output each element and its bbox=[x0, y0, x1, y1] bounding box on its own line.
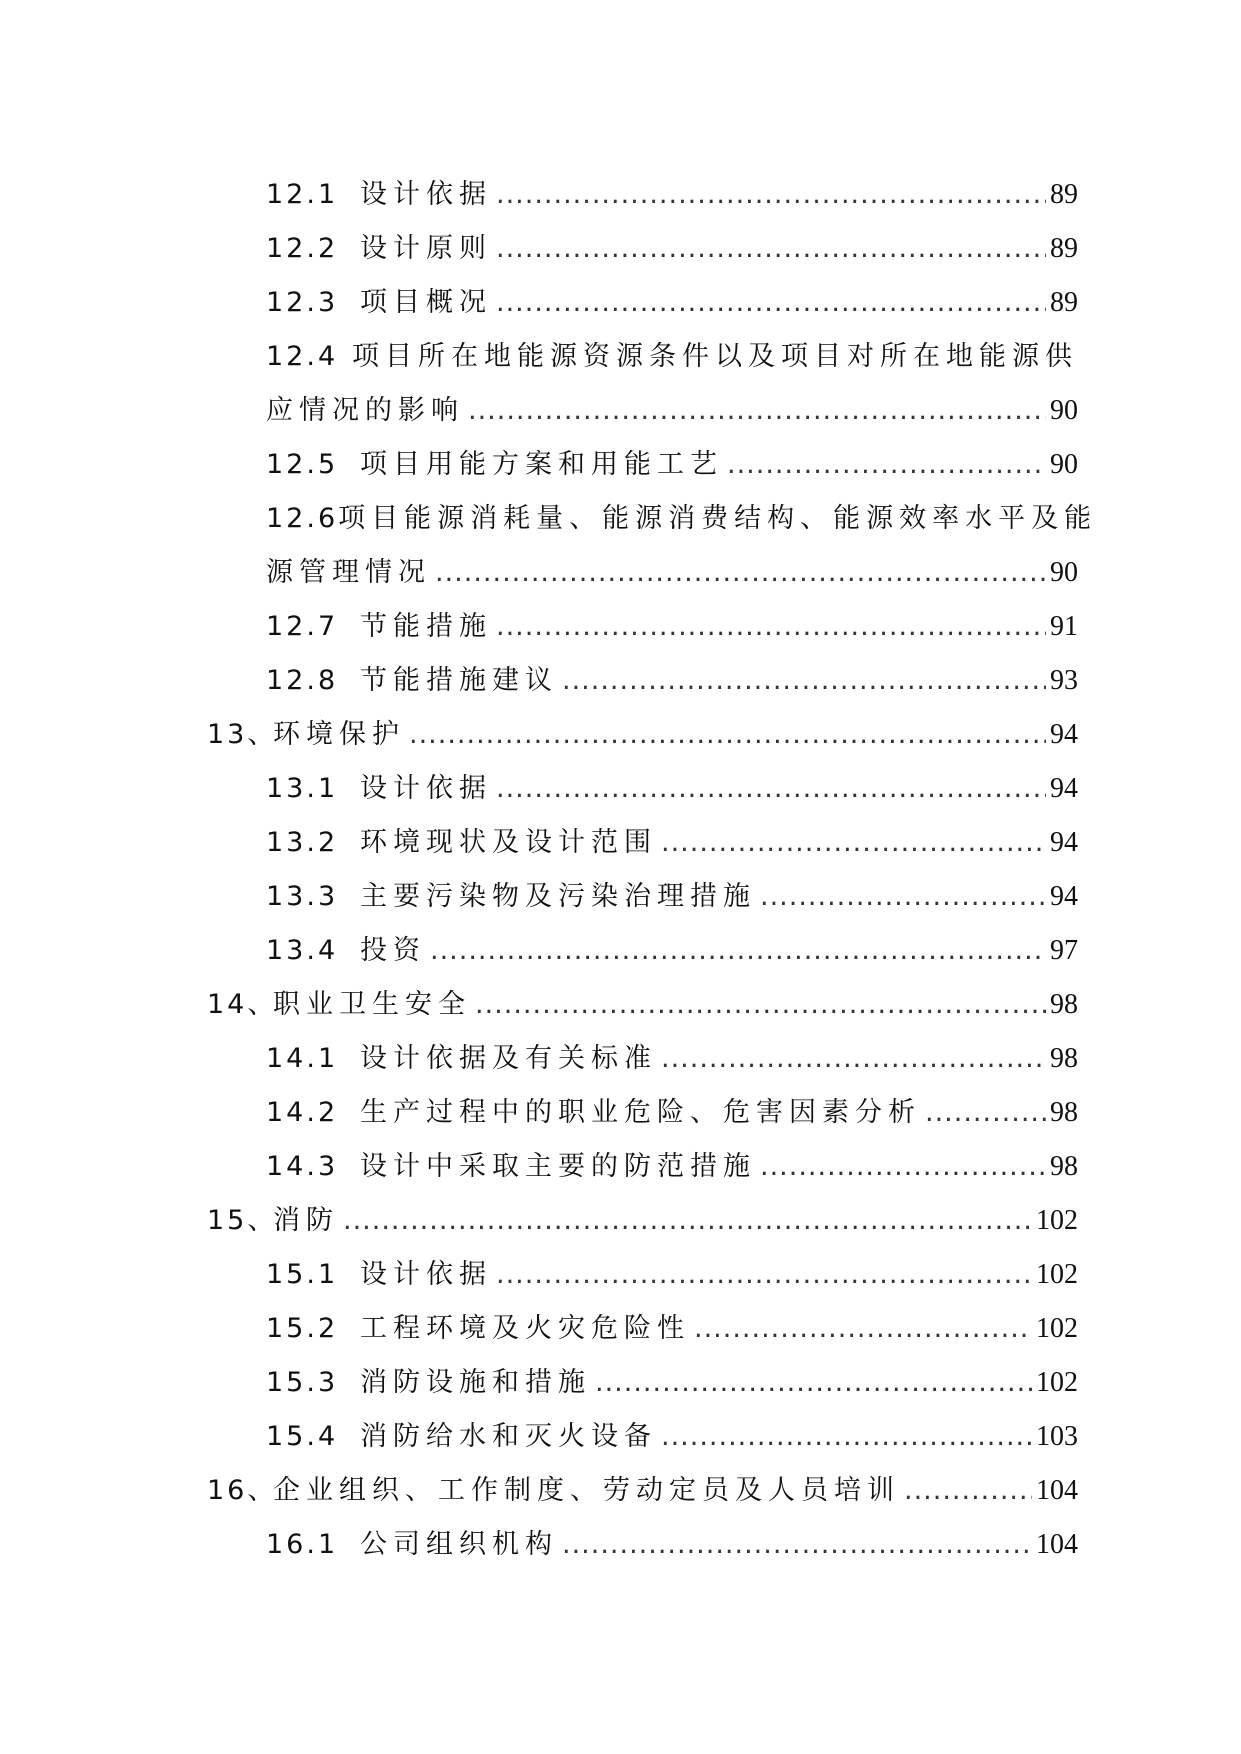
toc-title: 应情况的影响 bbox=[266, 395, 464, 426]
toc-leader bbox=[496, 222, 1046, 276]
toc-title: 消防 bbox=[273, 1205, 339, 1236]
toc-page-number: 102 bbox=[1036, 1259, 1078, 1290]
toc-number: 16、 bbox=[207, 1475, 278, 1506]
toc-leader bbox=[562, 654, 1046, 708]
toc-leader bbox=[468, 384, 1046, 438]
toc-leader bbox=[496, 1248, 1032, 1302]
toc-number: 13.3 bbox=[266, 881, 339, 912]
toc-page-number: 98 bbox=[1050, 989, 1078, 1020]
toc-leader bbox=[409, 708, 1046, 762]
toc-number: 13.2 bbox=[266, 827, 339, 858]
toc-entry[interactable] bbox=[0, 870, 1241, 924]
toc-entry[interactable] bbox=[0, 222, 1241, 276]
toc-page-number: 104 bbox=[1036, 1529, 1078, 1560]
toc-entry[interactable] bbox=[0, 1032, 1241, 1086]
toc-title: 节能措施 bbox=[360, 611, 492, 642]
toc-leader bbox=[694, 1302, 1032, 1356]
toc-leader bbox=[496, 762, 1046, 816]
toc-leader bbox=[496, 276, 1046, 330]
toc-leader bbox=[430, 924, 1046, 978]
toc-number: 12.2 bbox=[266, 233, 339, 264]
toc-page-number: 94 bbox=[1050, 881, 1078, 912]
toc-entry[interactable] bbox=[0, 1356, 1241, 1410]
toc-page-number: 91 bbox=[1050, 611, 1078, 642]
toc-leader bbox=[595, 1356, 1032, 1410]
toc-entry[interactable] bbox=[0, 1248, 1241, 1302]
toc-number: 15.2 bbox=[266, 1313, 339, 1344]
toc-title: 源管理情况 bbox=[266, 557, 431, 588]
toc-page-number: 102 bbox=[1036, 1205, 1078, 1236]
toc-number: 12.4 bbox=[266, 341, 339, 372]
toc-number: 15.4 bbox=[266, 1421, 339, 1452]
toc-number: 12.5 bbox=[266, 449, 339, 480]
toc-page-number: 89 bbox=[1050, 287, 1078, 318]
toc-page-number: 97 bbox=[1050, 935, 1078, 966]
toc-title: 设计依据 bbox=[360, 773, 492, 804]
toc-title: 职业卫生安全 bbox=[273, 989, 471, 1020]
toc-page-number: 98 bbox=[1050, 1097, 1078, 1128]
toc-leader bbox=[661, 816, 1046, 870]
toc-page-number: 102 bbox=[1036, 1313, 1078, 1344]
toc-page-number: 90 bbox=[1050, 449, 1078, 480]
toc-title: 公司组织机构 bbox=[360, 1529, 558, 1560]
toc-leader bbox=[562, 1518, 1032, 1572]
toc-page-number: 90 bbox=[1050, 395, 1078, 426]
toc-entry[interactable] bbox=[0, 276, 1241, 330]
toc-title: 设计中采取主要的防范措施 bbox=[360, 1151, 756, 1182]
toc-title: 设计依据及有关标准 bbox=[360, 1043, 657, 1074]
toc-title: 项目能源消耗量、能源消费结构、能源效率水平及能 bbox=[338, 503, 1098, 534]
toc-leader bbox=[343, 1194, 1032, 1248]
toc-number: 14.1 bbox=[266, 1043, 339, 1074]
toc-entry-continuation[interactable] bbox=[0, 546, 1241, 600]
toc-entry[interactable] bbox=[0, 600, 1241, 654]
toc-leader bbox=[661, 1032, 1046, 1086]
toc-page-number: 98 bbox=[1050, 1151, 1078, 1182]
toc-number: 13.1 bbox=[266, 773, 339, 804]
toc-entry[interactable] bbox=[0, 438, 1241, 492]
toc-title: 项目用能方案和用能工艺 bbox=[360, 449, 723, 480]
toc-entry[interactable] bbox=[0, 1302, 1241, 1356]
toc-entry[interactable] bbox=[0, 816, 1241, 870]
toc-page-number: 94 bbox=[1050, 827, 1078, 858]
toc-leader bbox=[496, 600, 1046, 654]
toc-number: 14、 bbox=[207, 989, 278, 1020]
toc-title: 消防设施和措施 bbox=[360, 1367, 591, 1398]
toc-chapter[interactable] bbox=[0, 1464, 1241, 1518]
toc-chapter[interactable] bbox=[0, 978, 1241, 1032]
toc-title: 设计依据 bbox=[360, 179, 492, 210]
toc-leader bbox=[904, 1464, 1032, 1518]
toc-leader bbox=[435, 546, 1046, 600]
toc-title: 企业组织、工作制度、劳动定员及人员培训 bbox=[273, 1475, 900, 1506]
toc-number: 13.4 bbox=[266, 935, 339, 966]
table-of-contents bbox=[0, 168, 1241, 1572]
toc-entry[interactable] bbox=[0, 1518, 1241, 1572]
toc-leader bbox=[760, 1140, 1046, 1194]
toc-number: 15、 bbox=[207, 1205, 278, 1236]
toc-chapter[interactable] bbox=[0, 708, 1241, 762]
toc-entry[interactable] bbox=[0, 762, 1241, 816]
toc-entry-heading[interactable] bbox=[0, 492, 1241, 546]
toc-title: 投资 bbox=[360, 935, 426, 966]
toc-leader bbox=[727, 438, 1046, 492]
toc-number: 14.2 bbox=[266, 1097, 339, 1128]
toc-number: 12.3 bbox=[266, 287, 339, 318]
toc-number: 15.1 bbox=[266, 1259, 339, 1290]
toc-number: 12.1 bbox=[266, 179, 339, 210]
toc-entry[interactable] bbox=[0, 168, 1241, 222]
toc-page-number: 102 bbox=[1036, 1367, 1078, 1398]
toc-entry-heading[interactable] bbox=[0, 330, 1241, 384]
toc-title: 消防给水和灭火设备 bbox=[360, 1421, 657, 1452]
toc-page-number: 89 bbox=[1050, 179, 1078, 210]
toc-page-number: 104 bbox=[1036, 1475, 1078, 1506]
toc-title: 工程环境及火灾危险性 bbox=[360, 1313, 690, 1344]
toc-title: 项目所在地能源资源条件以及项目对所在地能源供 bbox=[352, 341, 1078, 372]
toc-entry-continuation[interactable] bbox=[0, 384, 1241, 438]
toc-page-number: 94 bbox=[1050, 719, 1078, 750]
toc-chapter[interactable] bbox=[0, 1194, 1241, 1248]
toc-page-number: 103 bbox=[1036, 1421, 1078, 1452]
toc-title: 生产过程中的职业危险、危害因素分析 bbox=[360, 1097, 921, 1128]
toc-leader bbox=[925, 1086, 1046, 1140]
toc-entry[interactable] bbox=[0, 924, 1241, 978]
toc-title: 节能措施建议 bbox=[360, 665, 558, 696]
toc-leader bbox=[661, 1410, 1032, 1464]
toc-leader bbox=[496, 168, 1046, 222]
toc-page-number: 90 bbox=[1050, 557, 1078, 588]
toc-title: 环境现状及设计范围 bbox=[360, 827, 657, 858]
toc-number: 15.3 bbox=[266, 1367, 339, 1398]
toc-page-number: 94 bbox=[1050, 773, 1078, 804]
toc-number: 12.8 bbox=[266, 665, 339, 696]
toc-entry[interactable] bbox=[0, 654, 1241, 708]
toc-title: 项目概况 bbox=[360, 287, 492, 318]
toc-page-number: 89 bbox=[1050, 233, 1078, 264]
toc-number: 12.6 bbox=[266, 503, 339, 534]
toc-leader bbox=[760, 870, 1046, 924]
toc-entry[interactable] bbox=[0, 1410, 1241, 1464]
toc-entry[interactable] bbox=[0, 1086, 1241, 1140]
toc-title: 主要污染物及污染治理措施 bbox=[360, 881, 756, 912]
toc-number: 14.3 bbox=[266, 1151, 339, 1182]
toc-number: 12.7 bbox=[266, 611, 339, 642]
toc-title: 设计依据 bbox=[360, 1259, 492, 1290]
toc-page-number: 98 bbox=[1050, 1043, 1078, 1074]
toc-title: 环境保护 bbox=[273, 719, 405, 750]
toc-number: 16.1 bbox=[266, 1529, 339, 1560]
toc-number: 13、 bbox=[207, 719, 278, 750]
toc-entry[interactable] bbox=[0, 1140, 1241, 1194]
toc-page-number: 93 bbox=[1050, 665, 1078, 696]
toc-title: 设计原则 bbox=[360, 233, 492, 264]
toc-leader bbox=[475, 978, 1046, 1032]
